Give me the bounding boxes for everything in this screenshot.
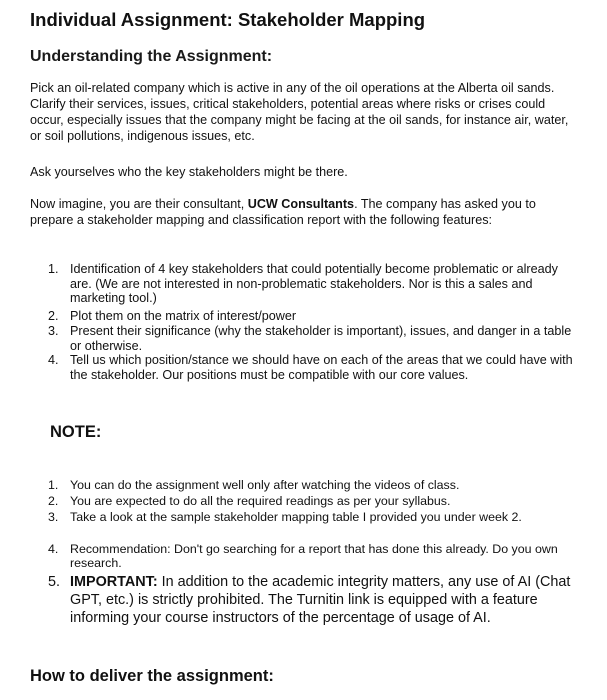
list-number: 2. (48, 493, 59, 508)
list-number: 4. (48, 541, 59, 556)
list-item-text: Plot them on the matrix of interest/power (70, 309, 297, 323)
list-number: 1. (48, 262, 59, 276)
consultant-name: UCW Consultants (247, 197, 355, 211)
list-number: 4. (48, 353, 59, 367)
deliver-heading: How to deliver the assignment: (30, 667, 274, 685)
list-number: 3. (48, 324, 59, 338)
list-item-text: Identification of 4 key stakeholders that could potentially become problematic or already are. (We are not interested in non-problematic stakeholders. Nor is this a sales and marketing tool.) (70, 262, 558, 305)
list-item-text: Tell us which position/stance we should have on each of the areas that we could have with the stakeholder. Our positions must be compatible with our core values. (70, 353, 573, 382)
note-heading: NOTE: (50, 423, 102, 441)
list-item (30, 494, 575, 510)
understanding-heading: Understanding the Assignment: (30, 48, 273, 65)
list-item (30, 262, 575, 309)
list-item (30, 309, 575, 324)
list-item (30, 353, 575, 397)
list-item (30, 510, 575, 542)
list-item-text: In addition to the academic integrity matters, any use of AI (Chat GPT, etc.) is strictly prohibited. The Turnitin link is equipped with a feature informing your course instructors of the percentage of usage of AI. (70, 573, 571, 626)
list-item-text: You can do the assignment well only after watching the videos of class. (70, 478, 460, 492)
list-number: 1. (48, 478, 59, 492)
list-item-text: You are expected to do all the required readings as per your syllabus. (70, 493, 451, 508)
important-label: IMPORTANT: (70, 573, 158, 590)
list-item-text: Recommendation: Don't go searching for a report that has done this already. Do you own research. (70, 541, 558, 570)
notes-list (30, 478, 575, 647)
consultant-text-after: . The company has asked you to prepare a stakeholder mapping and classification report with the following features: (30, 197, 536, 227)
list-item (30, 478, 575, 494)
list-number: 2. (48, 309, 59, 323)
list-item (30, 324, 575, 353)
list-number: 5. (48, 573, 61, 590)
list-item (30, 573, 575, 647)
stakeholder-question-paragraph: Ask yourselves who the key stakeholders might be there. (30, 165, 348, 179)
page-title: Individual Assignment: Stakeholder Mapping (30, 9, 426, 30)
features-list (30, 262, 575, 397)
intro-paragraph: Pick an oil-related company which is active in any of the oil operations at the Alberta oil sands. Clarify their services, issues, critical stakeholders, potential areas where risks or crises could occur, especially issues that the company might be facing at the oil sands, for instance air, water, or soil pollutions, indigenous issues, etc. (30, 81, 569, 143)
list-number: 3. (48, 509, 59, 524)
list-item-text: Take a look at the sample stakeholder mapping table I provided you under week 2. (70, 509, 522, 524)
list-item (30, 542, 575, 573)
list-item-text: Present their significance (why the stakeholder is important), issues, and danger in a table or otherwise. (70, 324, 572, 353)
consultant-text-before: Now imagine, you are their consultant, (30, 197, 248, 211)
consultant-paragraph (30, 196, 575, 228)
